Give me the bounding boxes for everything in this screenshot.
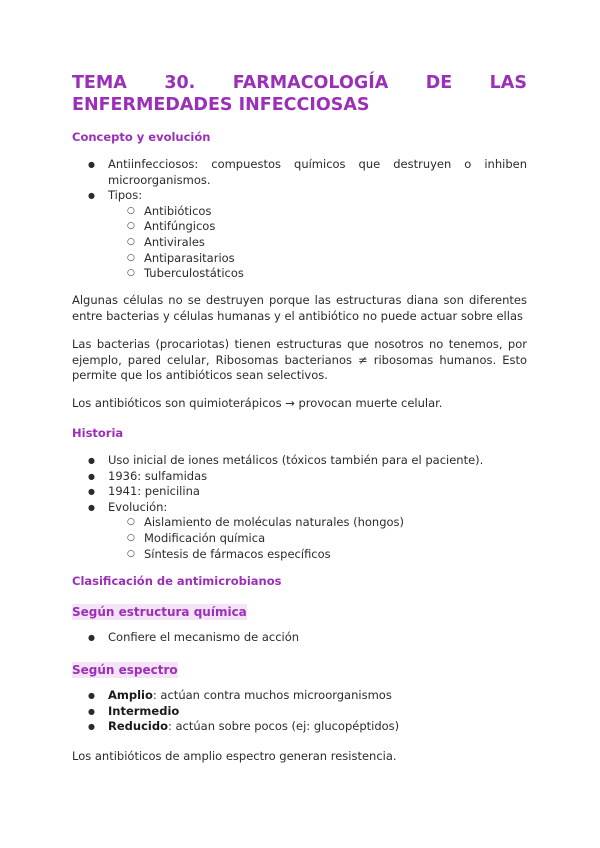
title-word: 30. — [164, 73, 196, 93]
subheading-espectro: Según espectro — [72, 663, 178, 677]
list-item: ● 1936: sulfamidas — [72, 469, 527, 485]
title-word: DE — [425, 73, 453, 93]
historia-list — [72, 453, 527, 562]
list-item — [72, 704, 527, 720]
list-item: ○ Síntesis de fármacos específicos — [108, 547, 527, 563]
list-item-label: Tipos: — [108, 188, 143, 203]
paragraph: Las bacterias (procariotas) tienen estructuras que nosotros no tenemos, por ejemplo, pared celular, Ribosomas bacterianos ≠ ribosomas humanos. Esto permite que los antibióticos sean selectivos. — [72, 337, 527, 383]
estructura-list — [72, 630, 527, 646]
list-item: ○ Tuberculostáticos — [108, 266, 527, 282]
subheading-estructura: Según estructura química — [72, 605, 247, 619]
paragraph: Los antibióticos son quimioterápicos → provocan muerte celular. — [72, 396, 443, 410]
list-item — [72, 719, 527, 735]
heading-clasificacion: Clasificación de antimicrobianos — [72, 574, 282, 588]
title-word: FARMACOLOGÍA — [232, 73, 389, 93]
list-item — [72, 688, 527, 704]
list-item: ● 1941: penicilina — [72, 484, 527, 500]
heading-concepto: Concepto y evolución — [72, 130, 211, 144]
concepto-list — [72, 157, 527, 282]
paragraph: Los antibióticos de amplio espectro generan resistencia. — [72, 749, 397, 763]
list-item: ○ Aislamiento de moléculas naturales (hongos) — [108, 515, 527, 531]
definition: : actúan sobre pocos (ej: glucopéptidos) — [167, 719, 400, 734]
title-word: TEMA — [72, 73, 127, 93]
tipos-list — [108, 204, 527, 282]
list-item: ○ Antibióticos — [108, 204, 527, 220]
heading-historia: Historia — [72, 426, 124, 440]
list-item — [72, 188, 527, 282]
list-item: ○ Modificación química — [108, 531, 527, 547]
term-reducido: Reducido — [108, 719, 168, 734]
list-item: ● Antiinfecciosos: compuestos químicos que destruyen o inhiben microorganismos. — [72, 157, 527, 188]
paragraph: Algunas células no se destruyen porque las estructuras diana son diferentes entre bacterias y células humanas y el antibiótico no puede actuar sobre ellas — [72, 293, 527, 323]
list-item: ○ Antivirales — [108, 235, 527, 251]
term-intermedio: Intermedio — [108, 703, 180, 718]
title-line-2: ENFERMEDADES INFECCIOSAS — [72, 95, 370, 115]
evolucion-list — [108, 515, 527, 562]
espectro-list — [72, 688, 527, 735]
list-item: ○ Antiparasitarios — [108, 251, 527, 267]
definition: : actúan contra muchos microorganismos — [152, 688, 392, 702]
list-item: ● Uso inicial de iones metálicos (tóxicos también para el paciente). — [72, 453, 527, 469]
list-item-label: Evolución: — [108, 499, 168, 514]
term-amplio: Amplio — [108, 688, 153, 702]
title-word: LAS — [489, 73, 527, 93]
list-item: ● Confiere el mecanismo de acción — [72, 630, 527, 646]
list-item — [72, 500, 527, 562]
list-item: ○ Antifúngicos — [108, 219, 527, 235]
page-title — [72, 72, 527, 116]
